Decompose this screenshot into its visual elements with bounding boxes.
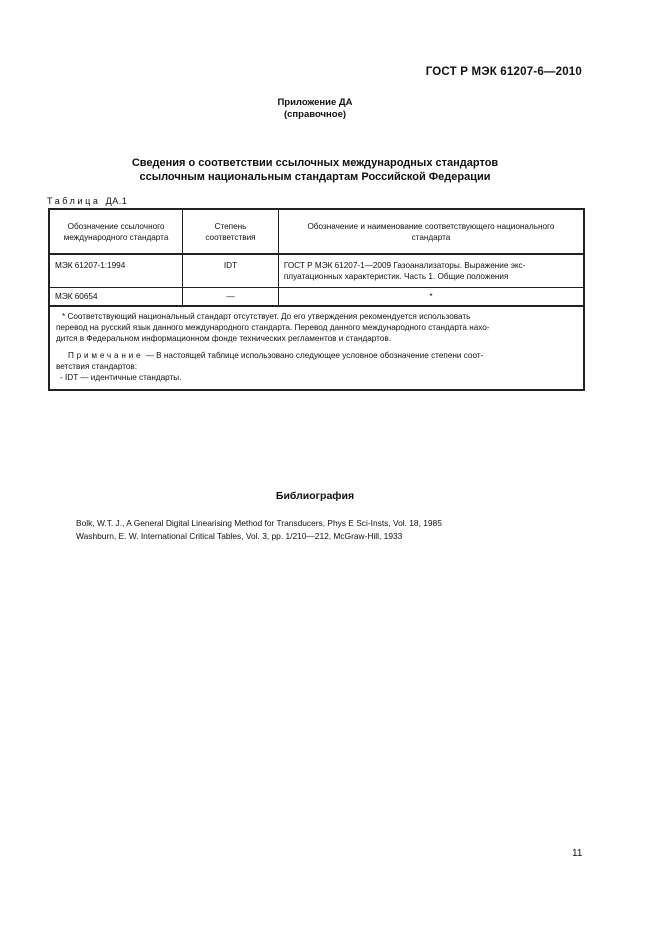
footnote-cell bbox=[49, 306, 584, 390]
note-list-item: - IDT — идентичные стандарты. bbox=[60, 373, 182, 382]
footnote: * Соответствующий национальный стандарт отсутствует. До его утверждения рекомендуется использовать перевод на русский язык данного международного стандарта. Перевод данного международного стандарта нахо- дится в Федеральном информационном фонде технических регламентов и стандартов. bbox=[56, 312, 490, 343]
cell-national-standard: * bbox=[278, 288, 584, 307]
bibliography-title: Библиография bbox=[275, 490, 355, 502]
appendix-title: Приложение ДА bbox=[277, 97, 353, 108]
document-title bbox=[0, 156, 630, 184]
table-row bbox=[49, 288, 584, 307]
header-national-standard: Обозначение и наименование соответствующего национального стандарта bbox=[278, 209, 584, 254]
page-number: 11 bbox=[572, 848, 583, 859]
appendix-heading bbox=[0, 97, 630, 121]
document-title-line-2: ссылочным национальным стандартам Российской Федерации bbox=[139, 171, 491, 183]
cell-degree: — bbox=[183, 288, 279, 307]
standard-designation-header: ГОСТ Р МЭК 61207-6—2010 bbox=[425, 66, 582, 78]
note-label: Примечание bbox=[68, 351, 144, 360]
note-text-line-1: — В настоящей таблице использовано следующее условное обозначение степени соот- bbox=[145, 351, 484, 360]
bibliography-item: Bolk, W.T. J., A General Digital Linearising Method for Transducers, Phys E Sci-Insts, Vol. 18, 1985 bbox=[76, 518, 442, 528]
table-row bbox=[49, 254, 584, 288]
appendix-subtitle: (справочное) bbox=[283, 109, 347, 120]
cell-reference-standard: МЭК 61207-1:1994 bbox=[49, 254, 183, 288]
document-title-line-1: Сведения о соответствии ссылочных международных стандартов bbox=[131, 157, 499, 169]
header-degree-of-correspondence: Степень соответствия bbox=[183, 209, 279, 254]
bibliography-item: Washburn, E. W. International Critical Tables, Vol. 3, pp. 1/210—212, McGraw-Hill, 1933 bbox=[76, 530, 403, 541]
bibliography-list bbox=[76, 517, 442, 542]
table-caption-word: Таблица bbox=[47, 196, 101, 206]
table-footnote-row bbox=[49, 306, 584, 390]
table-caption bbox=[47, 196, 127, 206]
cell-national-standard: ГОСТ Р МЭК 61207-1—2009 Газоанализаторы. Выражение экс- плуатационных характеристик. Часть 1. Общие положения bbox=[278, 254, 584, 288]
table-caption-number: ДА.1 bbox=[105, 196, 128, 206]
table-note bbox=[56, 350, 577, 383]
header-reference-standard: Обозначение ссылочного международного стандарта bbox=[49, 209, 183, 254]
cell-reference-standard: МЭК 60654 bbox=[49, 288, 183, 307]
note-text-line-2: ветствия стандартов: bbox=[56, 362, 138, 371]
correspondence-table bbox=[48, 208, 585, 391]
cell-degree: IDT bbox=[183, 254, 279, 288]
table-header-row bbox=[49, 209, 584, 254]
